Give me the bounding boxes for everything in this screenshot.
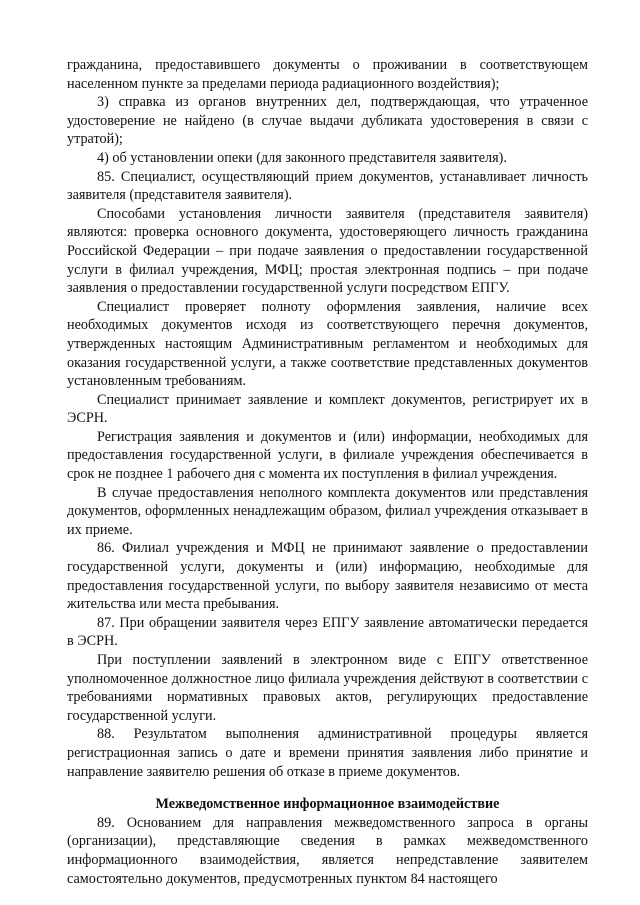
section-heading: Межведомственное информационное взаимодействие (155, 796, 500, 813)
paragraph-86: 86. Филиал учреждения и МФЦ не принимают заявление о предоставлении государственной услуги, документы и (или) информацию, необходимые для предоставления государственной услуги, по выбору заявителя независимо от места жительства или места пребывания. (67, 540, 588, 613)
paragraph-registration-deadline: Регистрация заявления и документов и (или) информации, необходимых для предоставления государственной услуги, в филиале учреждения обеспечивается в срок не позднее 1 рабочего дня с момента их поступления в филиал учреждения. (67, 428, 588, 483)
paragraph-88: 88. Результатом выполнения административной процедуры является регистрационная запись о дате и времени принятия заявления либо принятие и направление заявителю решения об отказе в приеме документов. (67, 726, 588, 780)
paragraph-continuation: гражданина, предоставившего документы о проживании в соответствующем населенном пункте за пределами периода радиационного воздействия); (67, 57, 588, 92)
paragraph-electronic-receipt: При поступлении заявлений в электронном виде с ЕПГУ ответственное уполномоченное должностное лицо филиала учреждения действуют в соответствии с требованиями нормативных правовых актов, регулирующих предоставление государственной услуги. (67, 652, 588, 724)
paragraph-item-3: 3) справка из органов внутренних дел, подтверждающая, что утраченное удостоверение не найдено (в случае выдачи дубликата удостоверения в связи с утратой); (67, 94, 588, 148)
paragraph-completeness-check: Специалист проверяет полноту оформления заявления, наличие всех необходимых документов исходя из соответствующего перечня документов, утвержденных настоящим Административным регламентом и необходимых для оказания государственной услуги, а также соответствие представленных документов установленным требованиям. (67, 298, 588, 390)
paragraph-item-4: 4) об установлении опеки (для законного представителя заявителя). (97, 149, 507, 166)
paragraph-85: 85. Специалист, осуществляющий прием документов, устанавливает личность заявителя (представителя заявителя). (67, 168, 588, 204)
paragraph-registration-esrn: Специалист принимает заявление и комплект документов, регистрирует их в ЭСРН. (67, 391, 588, 427)
paragraph-89: 89. Основанием для направления межведомственного запроса в органы (организации), представляющие сведения в рамках межведомственного информационного взаимодействия, является непредставление заявителем самостоятельно документов, предусмотренных пунктом 84 настоящего (67, 814, 588, 887)
paragraph-87: 87. При обращении заявителя через ЕПГУ заявление автоматически передается в ЭСРН. (67, 614, 588, 650)
paragraph-refusal: В случае предоставления неполного комплекта документов или представления документов, оформленных ненадлежащим образом, филиал учреждения отказывает в их приеме. (67, 484, 588, 538)
paragraph-identification-methods: Способами установления личности заявителя (представителя заявителя) являются: проверка основного документа, удостоверяющего личность гражданина Российской Федерации – при подаче заявления о предоставлении государственной услуги в филиал учреждения, МФЦ; простая электронная подпись – при подаче заявления о предоставлении государственной услуги посредством ЕПГУ. (67, 205, 588, 297)
section-gap (67, 781, 588, 789)
